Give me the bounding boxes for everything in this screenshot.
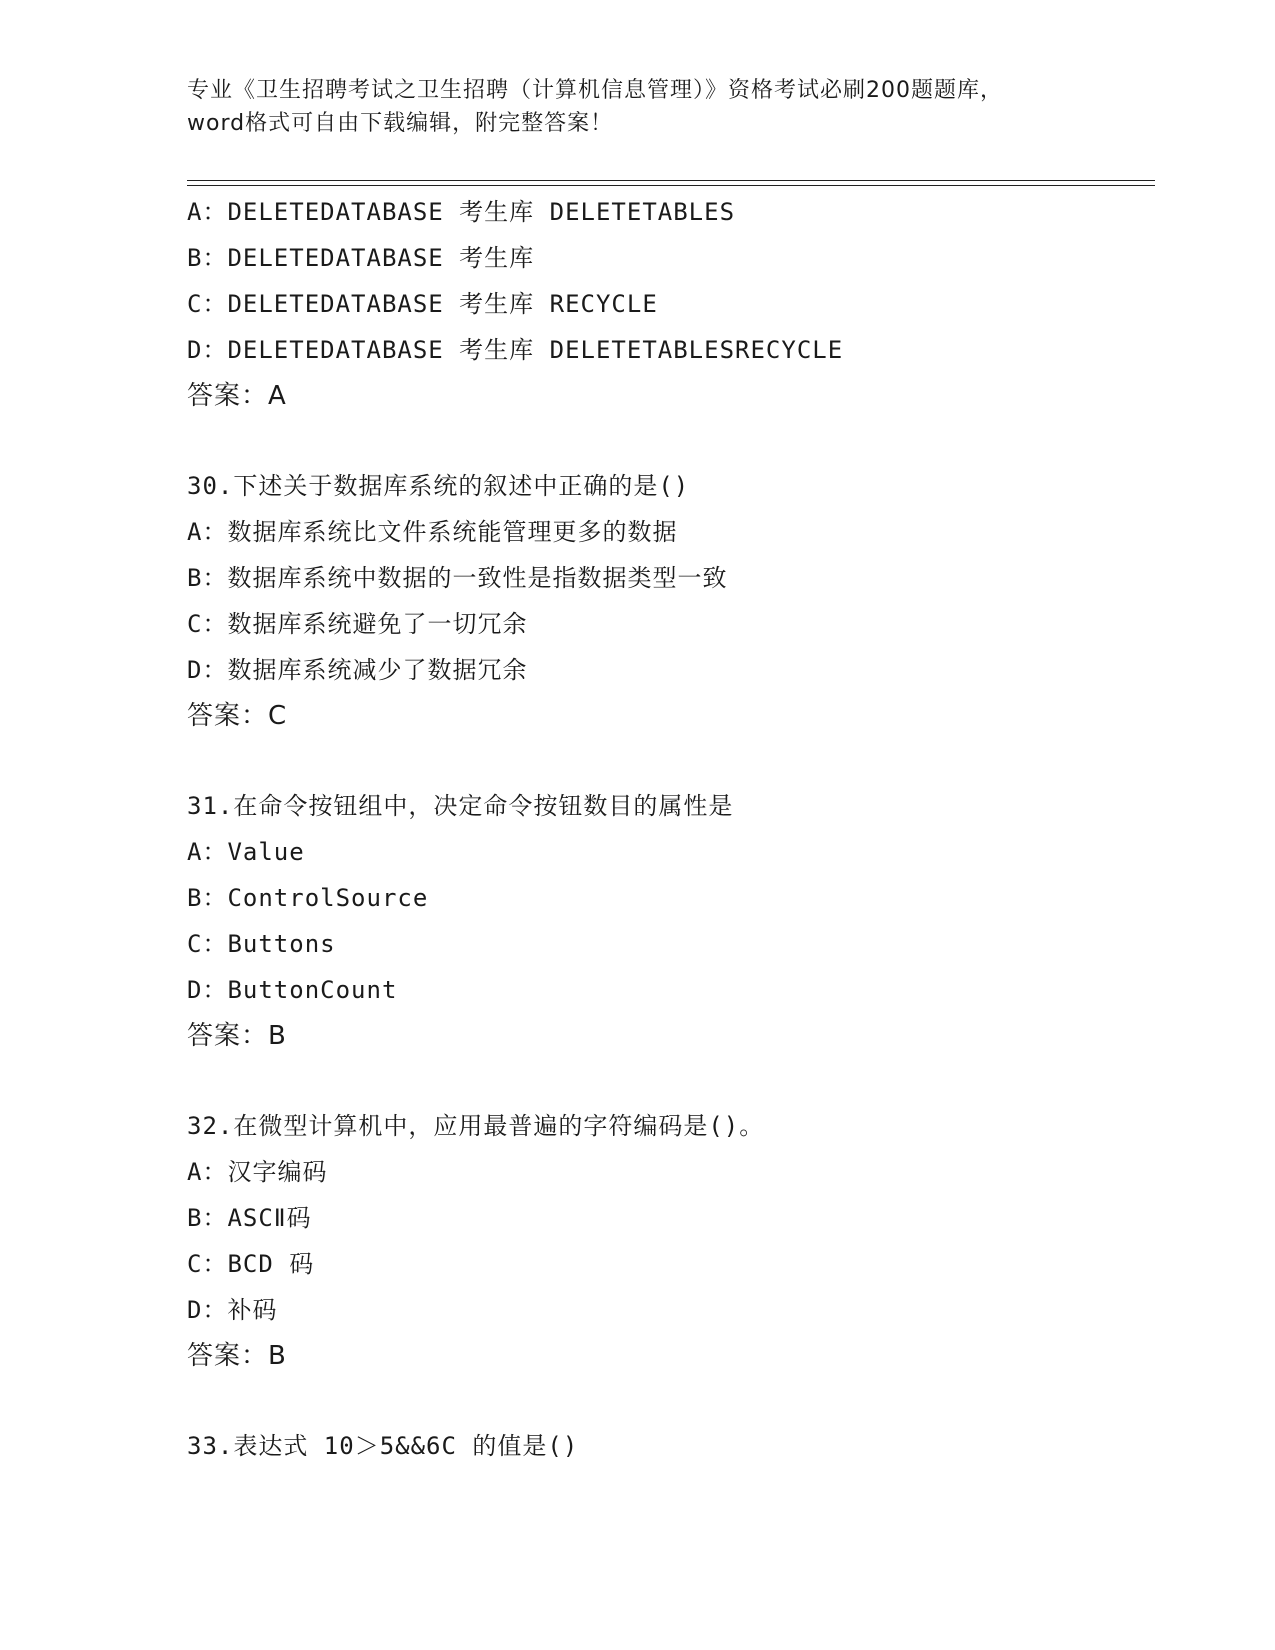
option-d: D：ButtonCount <box>187 976 398 1004</box>
answer-line: 答案：B <box>187 1021 287 1051</box>
question-block <box>187 189 1155 419</box>
option-b: B：ControlSource <box>187 884 429 912</box>
answer-line: 答案：A <box>187 381 287 411</box>
option-a: A：Value <box>187 838 305 866</box>
question-block <box>187 1423 1155 1469</box>
question-block <box>187 1103 1155 1379</box>
question-text: 31.在命令按钮组中，决定命令按钮数目的属性是 <box>187 792 734 820</box>
option-c: C：数据库系统避免了一切冗余 <box>187 610 528 638</box>
option-b: B：DELETEDATABASE 考生库 <box>187 244 535 272</box>
header-title-line: 专业《卫生招聘考试之卫生招聘（计算机信息管理）》资格考试必刷200题题库， <box>187 78 1003 103</box>
option-c: C：Buttons <box>187 930 336 958</box>
option-b: B：数据库系统中数据的一致性是指数据类型一致 <box>187 564 728 592</box>
question-text: 33.表达式 10＞5&&6C 的值是() <box>187 1432 579 1460</box>
question-text: 30.下述关于数据库系统的叙述中正确的是() <box>187 472 690 500</box>
answer-line: 答案：C <box>187 701 288 731</box>
option-a: A：数据库系统比文件系统能管理更多的数据 <box>187 518 678 546</box>
question-text: 32.在微型计算机中，应用最普遍的字符编码是()。 <box>187 1112 765 1140</box>
question-block <box>187 463 1155 739</box>
question-block <box>187 783 1155 1059</box>
option-a: A：汉字编码 <box>187 1158 328 1186</box>
question-list <box>187 189 1155 1469</box>
option-d: D：补码 <box>187 1296 278 1324</box>
option-a: A：DELETEDATABASE 考生库 DELETETABLES <box>187 198 736 226</box>
answer-line: 答案：B <box>187 1341 287 1371</box>
header-subtitle-line: word格式可自由下载编辑，附完整答案！ <box>187 111 614 136</box>
option-c: C：DELETEDATABASE 考生库 RECYCLE <box>187 290 658 318</box>
option-b: B：ASCⅡ码 <box>187 1204 312 1232</box>
option-d: D：DELETEDATABASE 考生库 DELETETABLESRECYCLE <box>187 336 844 364</box>
document-header <box>187 74 1087 140</box>
option-c: C：BCD 码 <box>187 1250 315 1278</box>
option-d: D：数据库系统减少了数据冗余 <box>187 656 528 684</box>
header-divider-bottom <box>187 185 1155 186</box>
header-divider-top <box>187 180 1155 181</box>
